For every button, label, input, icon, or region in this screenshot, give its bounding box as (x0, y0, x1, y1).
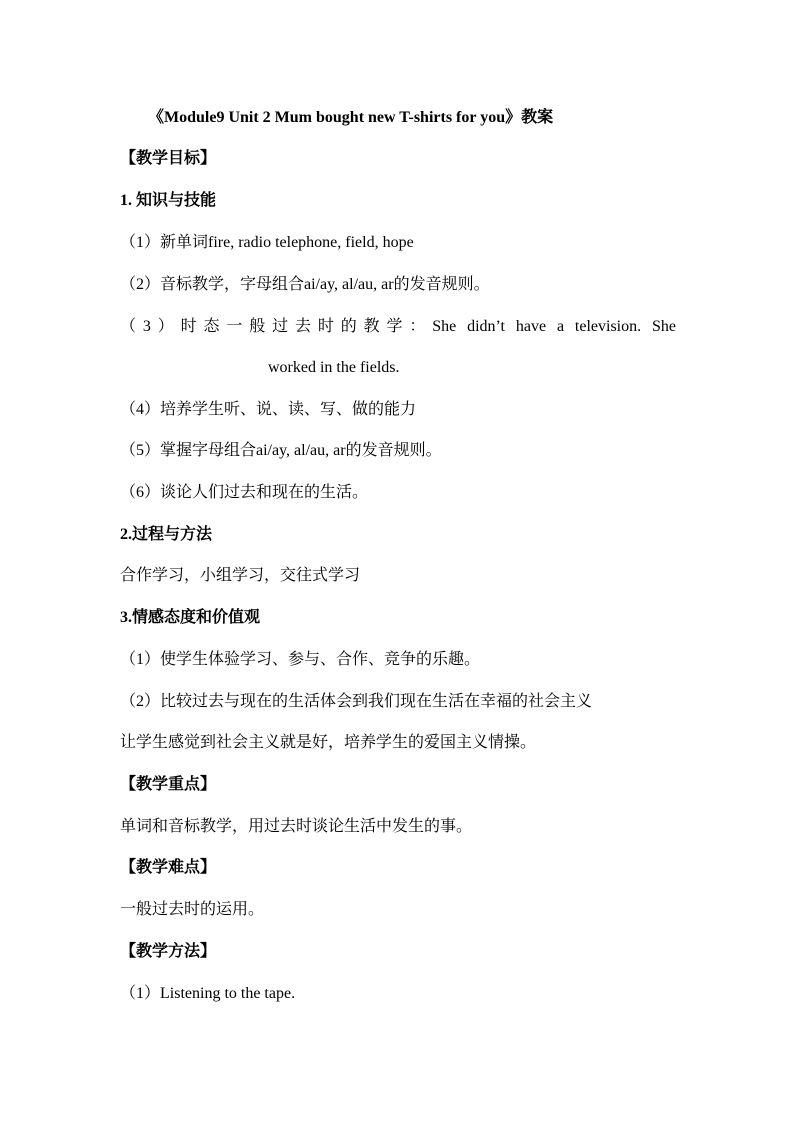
difficulties-heading: 【教学难点】 (120, 859, 217, 876)
attitude-values-heading: 3.情感态度和价值观 (120, 609, 261, 626)
document-title: 《Module9 Unit 2 Mum bought new T-shirts for you》教案 (148, 109, 554, 126)
difficulties-text: 一般过去时的运用。 (120, 901, 265, 918)
attitude-item: （2）比较过去与现在的生活体会到我们现在生活在幸福的社会主义 (120, 693, 593, 710)
process-method-text: 合作学习，小组学习，交往式学习 (120, 567, 361, 584)
objective-item: （4）培养学生听、说、读、写、做的能力 (120, 401, 417, 418)
objective-item-continuation: worked in the fields. (268, 359, 400, 376)
objectives-heading: 【教学目标】 (120, 150, 217, 167)
objective-item: （3）时态一般过去时的教学：She didn’t have a television. She (120, 318, 676, 335)
process-method-heading: 2.过程与方法 (120, 526, 213, 543)
methods-heading: 【教学方法】 (120, 943, 217, 960)
attitude-item: （1）使学生体验学习、参与、合作、竞争的乐趣。 (120, 651, 481, 668)
key-points-heading: 【教学重点】 (120, 776, 217, 793)
objective-item: （2）音标教学，字母组合ai/ay, al/au, ar的发音规则。 (120, 276, 490, 293)
objective-item: （1）新单词fire, radio telephone, field, hope (120, 234, 414, 251)
attitude-item-continuation: 让学生感觉到社会主义就是好，培养学生的爱国主义情操。 (120, 734, 537, 751)
method-item: （1）Listening to the tape. (120, 985, 296, 1002)
key-points-text: 单词和音标教学，用过去时谈论生活中发生的事。 (120, 818, 473, 835)
knowledge-skills-heading: 1. 知识与技能 (120, 192, 217, 209)
objective-item: （6）谈论人们过去和现在的生活。 (120, 484, 369, 501)
objective-item: （5）掌握字母组合ai/ay, al/au, ar的发音规则。 (120, 442, 442, 459)
